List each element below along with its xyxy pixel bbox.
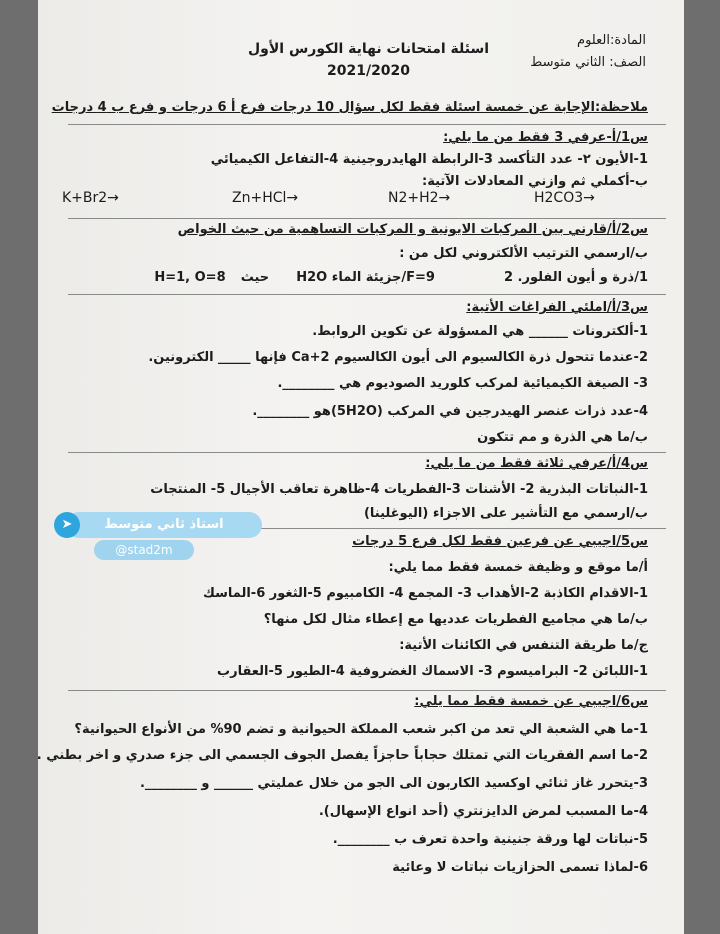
q6-item-1: 1-ما هي الشعبة الي تعد من اكبر شعب المملكة الحيوانية و تضم 90% من الأنواع الحيوانية؟: [74, 722, 648, 737]
q6-item-3: 3-يتحرر غاز ثنائي اوكسيد الكاربون الى الجو من خلال عمليتي ______ و ________.: [139, 776, 648, 791]
q3-a-title: س3/أ/املئي الفراغات الأتية:: [466, 300, 648, 315]
q3-item-4: 4-عدد ذرات عنصر الهيدرجين في المركب (5H2O)هو ________.: [252, 404, 648, 419]
equation-1: K+Br2→: [62, 190, 119, 206]
q5-c-title: ج/ما طريقة التنفس في الكائنات الأتية:: [399, 638, 648, 653]
q6-item-5: 5-نباتات لها ورقة جنينية واحدة تعرف ب ________.: [332, 832, 648, 847]
q6-item-4: 4-ما المسبب لمرض الدايزنتري (أحد انواع الإسهال).: [318, 804, 648, 819]
q5-b-title: ب/ما هي مجاميع الفطريات عدديها مع إعطاء مثال لكل منها؟: [263, 612, 648, 627]
q6-item-6: 6-لماذا تسمى الحزازيات نباتات لا وعائية: [392, 860, 648, 875]
exam-title: اسئلة امتحانات نهاية الكورس الأول: [248, 41, 490, 57]
telegram-icon: ➤: [54, 512, 80, 538]
exam-note: ملاحظة:الإجابة عن خمسة اسئلة فقط لكل سؤال 10 درجات فرع أ 6 درجات و فرع ب 4 درجات: [51, 100, 648, 115]
equation-4: H2CO3→: [534, 190, 595, 206]
q3-item-2: 2-عندما تتحول ذرة الكالسيوم الى أيون الكالسيوم Ca+2 فإنها _____ الكترونين.: [148, 350, 648, 365]
exam-year: 2021/2020: [326, 63, 411, 79]
q5-c-items: 1-اللبائن 2- البراميسوم 3- الاسماك الغضروفية 4-الطيور 5-العقارب: [217, 664, 648, 679]
equation-3: N2+H2→: [388, 190, 451, 206]
q2-b-items: [58, 270, 648, 285]
divider: [68, 452, 666, 453]
exam-paper: [38, 0, 684, 934]
q4-a-items: 1-النباتات البذرية 2- الأشنات 3-الفطريات 4-ظاهرة تعاقب الأجيال 5- المنتجات: [150, 482, 648, 497]
q2-given-word: حيث: [240, 270, 270, 285]
q2-given: H=1, O=8: [154, 270, 226, 285]
q1-a-title: س1/أ-عرفي 3 فقط من ما يلي:: [443, 130, 648, 145]
divider: [68, 294, 666, 295]
q3-item-1: 1-ألكترونات ______ هي المسؤولة عن تكوين الروابط.: [312, 324, 648, 339]
equation-2: Zn+HCl→: [232, 190, 299, 206]
q5-a-title: أ/ما موقع و وظيفة خمسة فقط مما يلي:: [388, 560, 648, 575]
q2-item-water: 2/جزيئة الماء H2O: [296, 270, 514, 285]
q6-title: س6/اجيبي عن خمسة فقط مما يلي:: [414, 694, 648, 709]
grade-label: الصف: الثاني متوسط: [530, 55, 646, 70]
header-info: [530, 30, 646, 74]
telegram-watermark: [54, 512, 262, 560]
q2-a-title: س2/أ/قارني بين المركبات الايونية و المركبات التساهمية من حيث الخواص: [177, 222, 648, 237]
divider: [68, 218, 666, 219]
q6-item-2: 2-ما اسم الفقريات التي تمتلك حجاباً حاجزاً يفصل الجوف الجسمي الى جزء صدري و اخر بطني .: [36, 748, 648, 763]
q3-item-3: 3- الصيغة الكيميائية لمركب كلوريد الصوديوم هي ________.: [277, 376, 648, 391]
watermark-title: استاذ ثاني متوسط: [66, 512, 262, 538]
q4-b-title: ب/ارسمي مع التأشير على الاجزاء (اليوغلينا): [363, 506, 648, 521]
subject-label: المادة:العلوم: [577, 33, 646, 48]
q2-item-fluorine: 1/ذرة و أيون الفلور. F=9: [406, 270, 648, 285]
q1-b-title: ب-أكملي ثم وازني المعادلات الآتية:: [422, 174, 648, 189]
q2-b-title: ب/ارسمي الترتيب الألكتروني لكل من :: [399, 246, 648, 261]
divider: [68, 690, 666, 691]
q5-intro: س5/اجيبي عن فرعين فقط لكل فرع 5 درجات: [352, 534, 648, 549]
watermark-handle: @stad2m: [94, 540, 194, 560]
q4-a-title: س4/أ/عرفي ثلاثة فقط من ما يلي:: [425, 456, 648, 471]
q3-b-title: ب/ما هي الذرة و مم تتكون: [477, 430, 648, 445]
divider: [68, 124, 666, 125]
q1-a-items: 1-الأيون ٢- عدد التأكسد 3-الرابطة الهايدروجينية 4-التفاعل الكيميائي: [210, 152, 648, 167]
exam-title-block: [248, 38, 489, 82]
q5-a-items: 1-الاقدام الكاذبة 2-الأهداب 3- المجمع 4- الكامبيوم 5-الثغور 6-الماسك: [202, 586, 648, 601]
